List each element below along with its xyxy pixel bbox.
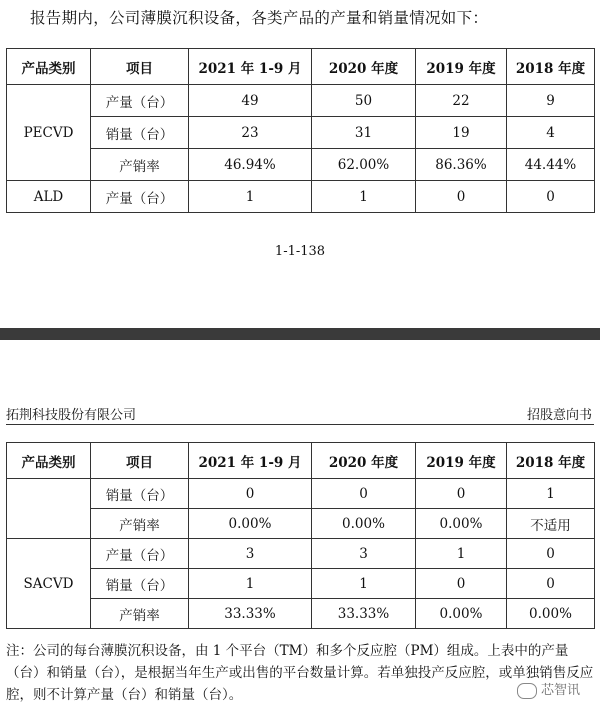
table-row xyxy=(7,85,595,117)
item-cell: 产销率 xyxy=(91,149,189,181)
header-cell: 2021 年 1-9 月 xyxy=(189,49,312,85)
value-cell: 22 xyxy=(416,85,507,117)
wechat-icon xyxy=(517,683,537,699)
header-cell: 2020 年度 xyxy=(312,443,416,479)
value-cell: 1 xyxy=(312,569,416,599)
page-header-doc: 招股意向书 xyxy=(526,408,592,423)
value-cell: 86.36% xyxy=(416,149,507,181)
value-cell: 1 xyxy=(189,181,312,213)
value-cell: 0 xyxy=(189,479,312,509)
value-cell: 33.33% xyxy=(189,599,312,629)
value-cell: 19 xyxy=(416,117,507,149)
header-cell: 项目 xyxy=(91,49,189,85)
value-cell: 1 xyxy=(312,181,416,213)
page-number: 1-1-138 xyxy=(274,244,326,259)
value-cell: 62.00% xyxy=(312,149,416,181)
value-cell: 23 xyxy=(189,117,312,149)
value-cell: 0 xyxy=(507,181,595,213)
value-cell: 0.00% xyxy=(416,599,507,629)
value-cell: 46.94% xyxy=(189,149,312,181)
value-cell: 3 xyxy=(189,539,312,569)
value-cell: 1 xyxy=(189,569,312,599)
table-row xyxy=(7,479,595,509)
category-cell: PECVD xyxy=(7,85,91,181)
header-cell: 产品类别 xyxy=(7,443,91,479)
value-cell: 0 xyxy=(507,539,595,569)
header-cell: 项目 xyxy=(91,443,189,479)
header-cell: 2019 年度 xyxy=(416,49,507,85)
table-production-sales-2 xyxy=(6,442,595,629)
value-cell: 0 xyxy=(312,479,416,509)
value-cell: 0 xyxy=(416,181,507,213)
value-cell: 1 xyxy=(507,479,595,509)
item-cell: 销量（台） xyxy=(91,479,189,509)
header-cell: 2020 年度 xyxy=(312,49,416,85)
category-cell: SACVD xyxy=(7,539,91,629)
item-cell: 产销率 xyxy=(91,599,189,629)
value-cell: 0 xyxy=(507,569,595,599)
category-cell: ALD xyxy=(7,181,91,213)
value-cell: 50 xyxy=(312,85,416,117)
watermark-text: 芯智讯 xyxy=(540,683,580,698)
table-row xyxy=(7,181,595,213)
item-cell: 产量（台） xyxy=(91,539,189,569)
value-cell: 44.44% xyxy=(507,149,595,181)
item-cell: 产销率 xyxy=(91,509,189,539)
page-header-company: 拓荆科技股份有限公司 xyxy=(6,408,137,423)
table-row xyxy=(7,569,595,599)
value-cell: 0.00% xyxy=(507,599,595,629)
value-cell: 9 xyxy=(507,85,595,117)
value-cell: 0.00% xyxy=(416,509,507,539)
value-cell: 不适用 xyxy=(507,509,595,539)
intro-text: 报告期内，公司薄膜沉积设备，各类产品的产量和销量情况如下： xyxy=(30,9,489,27)
header-cell: 产品类别 xyxy=(7,49,91,85)
header-cell: 2018 年度 xyxy=(507,49,595,85)
table-header-row xyxy=(7,443,595,479)
table-row xyxy=(7,599,595,629)
value-cell: 3 xyxy=(312,539,416,569)
header-cell: 2019 年度 xyxy=(416,443,507,479)
table-row xyxy=(7,149,595,181)
header-cell: 2018 年度 xyxy=(507,443,595,479)
value-cell: 0.00% xyxy=(189,509,312,539)
table-row xyxy=(7,117,595,149)
value-cell: 0 xyxy=(416,569,507,599)
value-cell: 33.33% xyxy=(312,599,416,629)
value-cell: 0 xyxy=(416,479,507,509)
page-separator xyxy=(0,328,600,340)
item-cell: 销量（台） xyxy=(91,117,189,149)
table-production-sales-1 xyxy=(6,48,595,213)
value-cell: 31 xyxy=(312,117,416,149)
value-cell: 1 xyxy=(416,539,507,569)
header-cell: 2021 年 1-9 月 xyxy=(189,443,312,479)
value-cell: 0.00% xyxy=(312,509,416,539)
value-cell: 4 xyxy=(507,117,595,149)
item-cell: 产量（台） xyxy=(91,85,189,117)
item-cell: 销量（台） xyxy=(91,569,189,599)
table-row xyxy=(7,509,595,539)
value-cell: 49 xyxy=(189,85,312,117)
table-header-row xyxy=(7,49,595,85)
item-cell: 产量（台） xyxy=(91,181,189,213)
table-footnote: 注：公司的每台薄膜沉积设备，由 1 个平台（TM）和多个反应腔（PM）组成。上表中的产量（台）和销量（台），是根据当年生产或出售的平台数量计算。若单独投产反应腔，或单独销售反应腔，则不计算产量（台）和销量（台）。 xyxy=(6,643,594,703)
table-row xyxy=(7,539,595,569)
page-header-rule xyxy=(6,424,594,425)
category-cell xyxy=(7,479,91,539)
watermark xyxy=(517,679,580,699)
